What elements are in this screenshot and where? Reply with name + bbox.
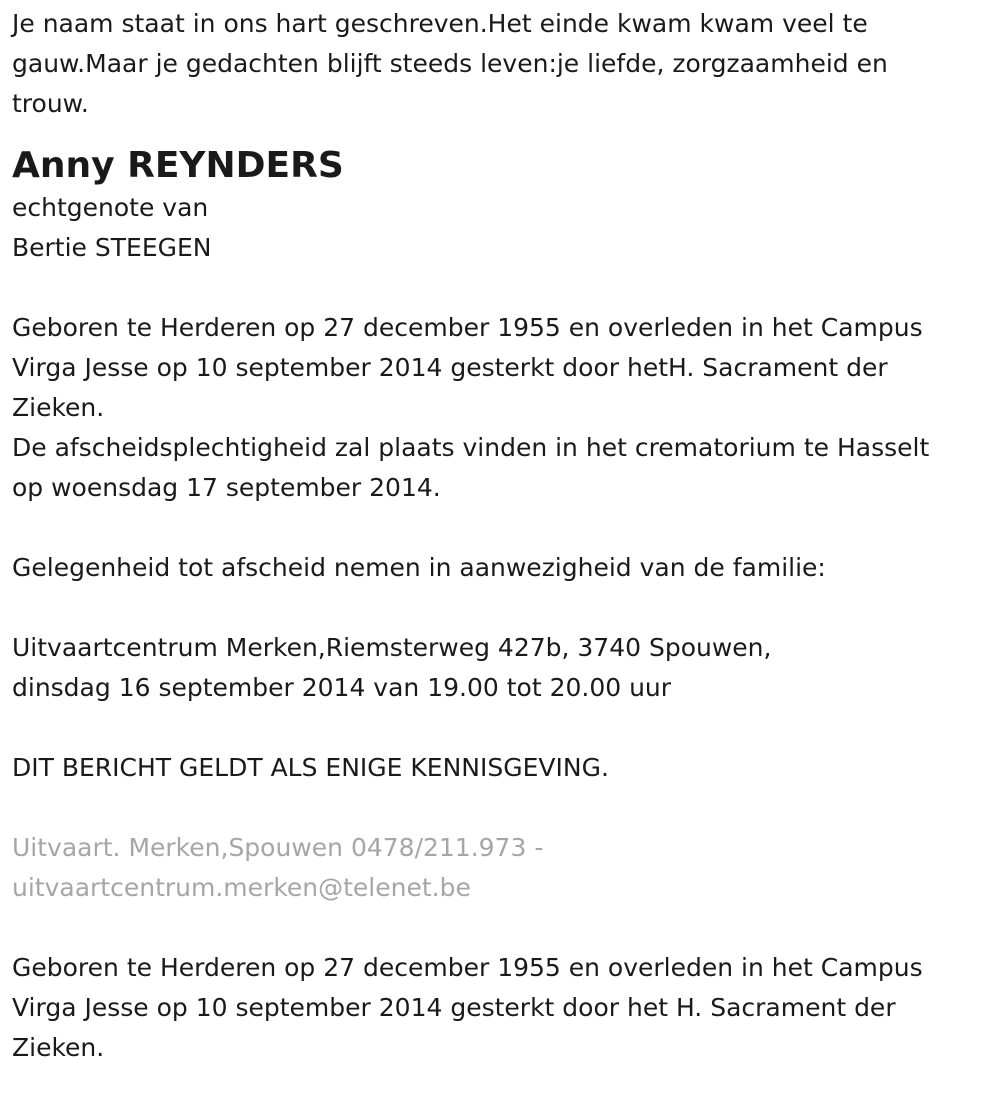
spouse-name: Bertie STEEGEN	[12, 233, 212, 262]
spacer	[12, 708, 988, 748]
funeral-home-contact: Uitvaart. Merken,Spouwen 0478/211.973 -	[12, 833, 544, 862]
spacer	[12, 268, 988, 308]
deceased-name: Anny REYNDERS	[12, 145, 344, 186]
spacer	[12, 788, 988, 828]
farewell-intro: Gelegenheid tot afscheid nemen in aanwezigheid van de familie:	[12, 553, 826, 582]
memorial-poem: Je naam staat in ons hart geschreven.Het einde kwam kwam veel te gauw.Maar je gedachten blijft steeds leven:je liefde, zorgzaamheid en trouw.	[12, 9, 888, 118]
spacer	[12, 508, 988, 548]
spacer	[12, 908, 988, 948]
birth-death-paragraph-repeat: Geboren te Herderen op 27 december 1955 en overleden in het Campus Virga Jesse op 10 september 2014 gesterkt door het H. Sacrament der Zieken.	[12, 953, 923, 1062]
notice-text: DIT BERICHT GELDT ALS ENIGE KENNISGEVING.	[12, 753, 609, 782]
ceremony-paragraph: De afscheidsplechtigheid zal plaats vinden in het crematorium te Hasselt op woensdag 17 september 2014.	[12, 433, 930, 502]
birth-death-paragraph: Geboren te Herderen op 27 december 1955 en overleden in het Campus Virga Jesse op 10 september 2014 gesterkt door hetH. Sacrament der Zieken.	[12, 313, 923, 422]
farewell-time: dinsdag 16 september 2014 van 19.00 tot 20.00 uur	[12, 673, 672, 702]
spacer	[12, 588, 988, 628]
farewell-location: Uitvaartcentrum Merken,Riemsterweg 427b, 3740 Spouwen,	[12, 633, 772, 662]
relation-text: echtgenote van	[12, 193, 209, 222]
funeral-home-email: uitvaartcentrum.merken@telenet.be	[12, 873, 471, 902]
